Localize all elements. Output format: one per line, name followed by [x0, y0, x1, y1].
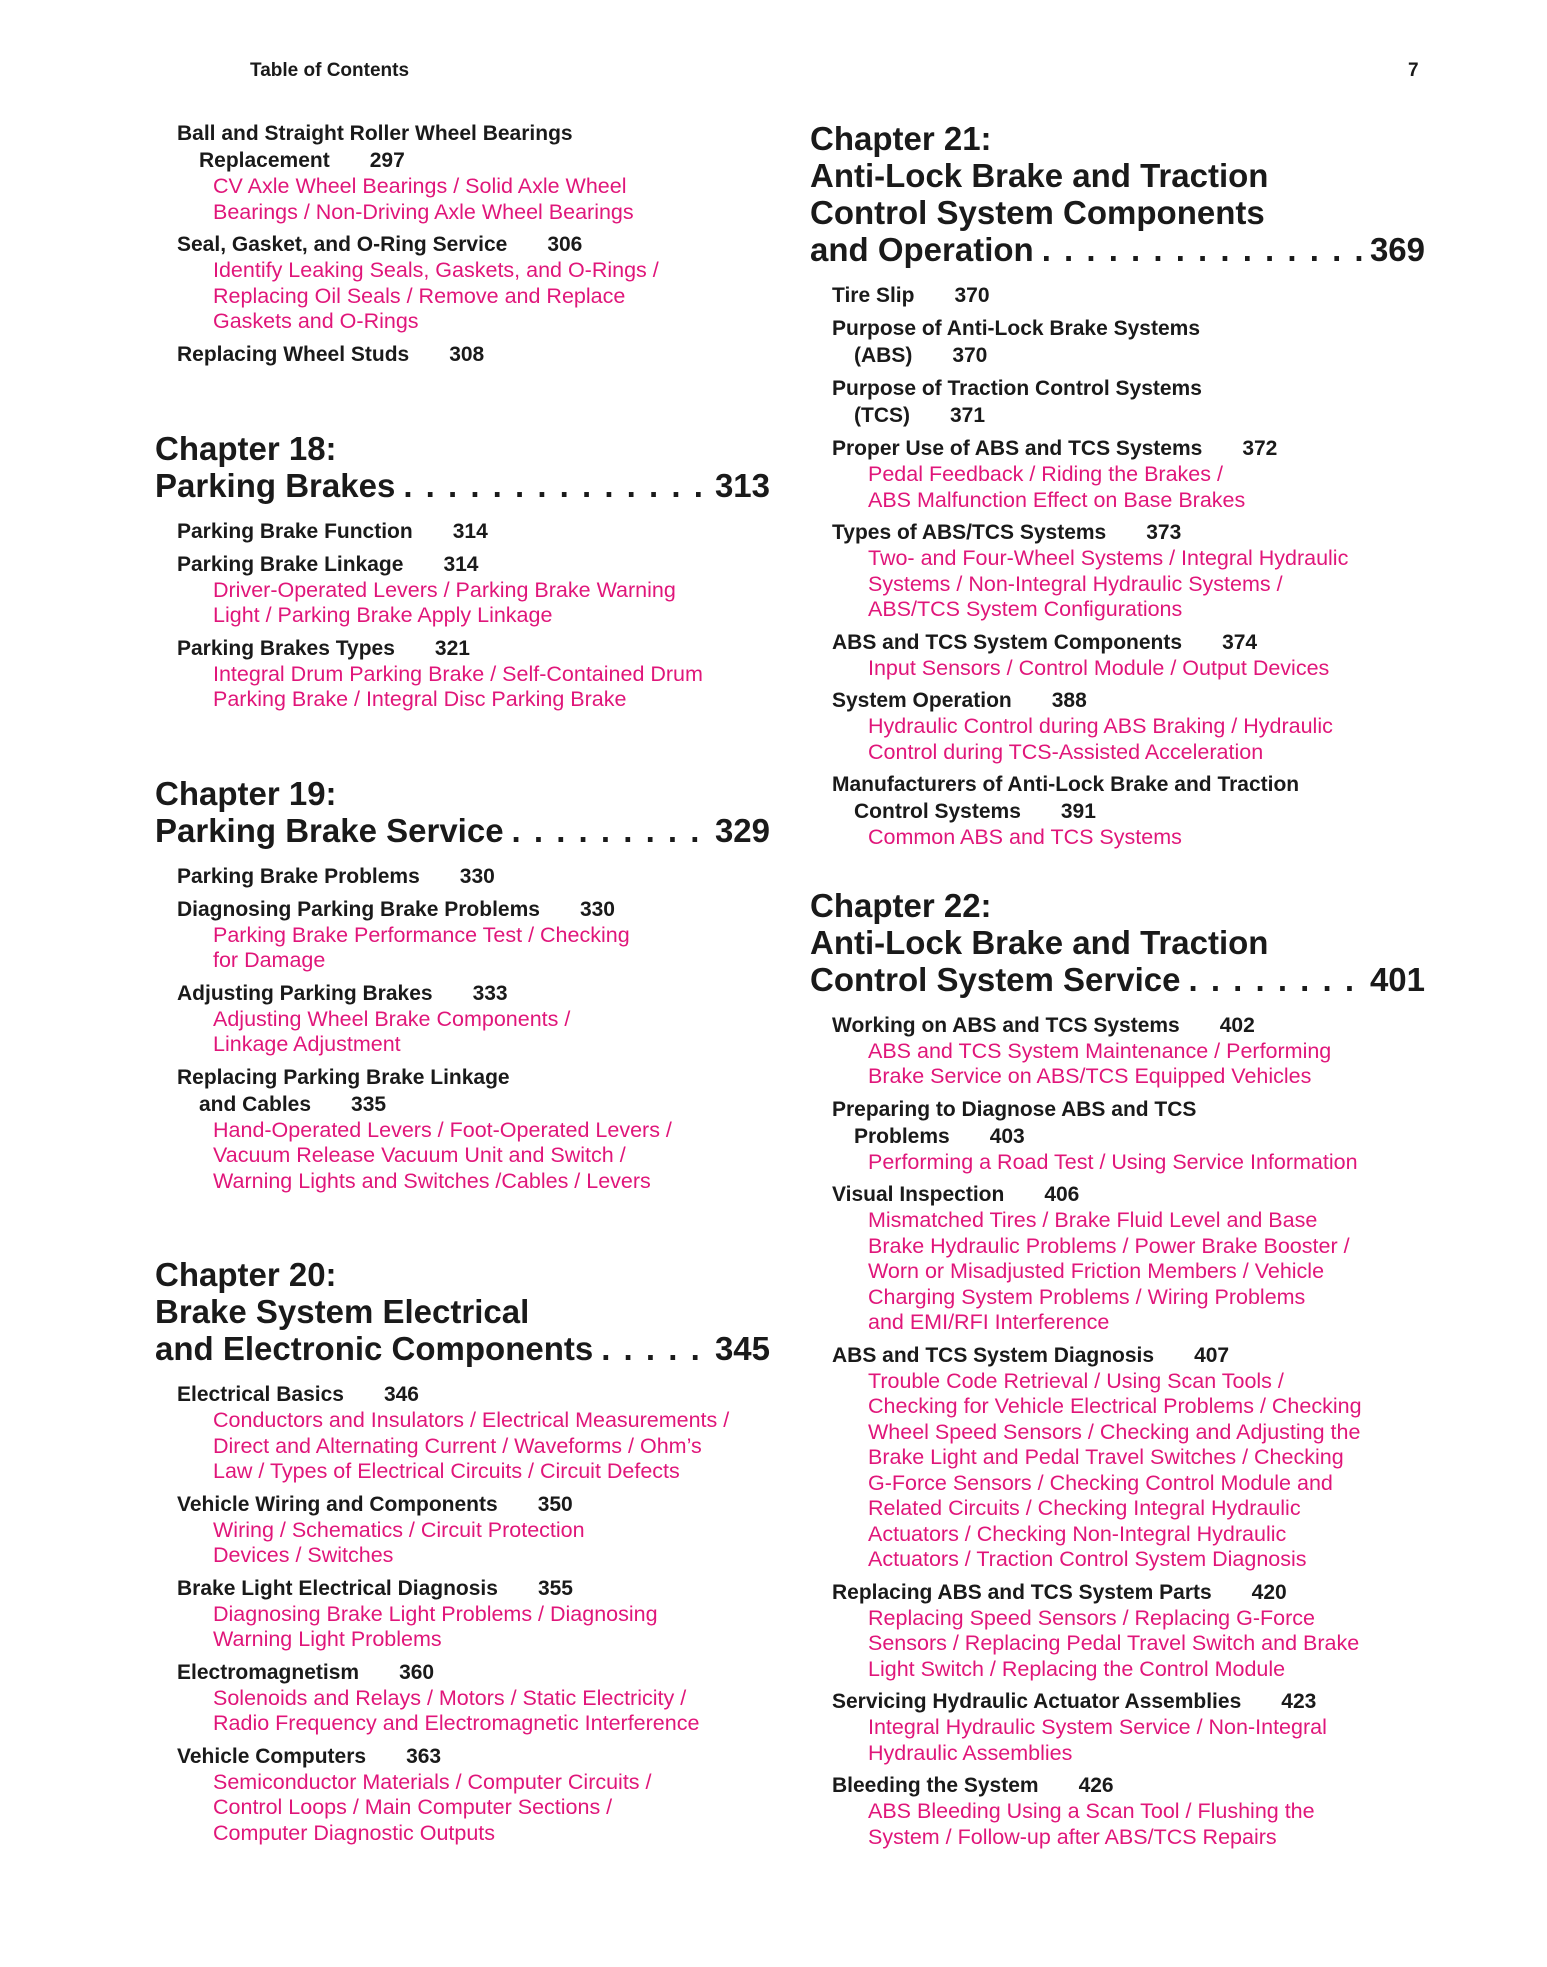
entry-title-text: Control Systems [854, 800, 1021, 823]
entry-title-line [832, 1579, 1425, 1606]
entry-page-number: 372 [1242, 437, 1278, 460]
entry-subtopics [832, 462, 1425, 513]
chapter-number: Chapter 21: [810, 120, 992, 157]
subtopic-line: for Damage [213, 948, 326, 972]
subtopic-line: Charging System Problems / Wiring Problems [868, 1284, 1306, 1309]
subtopic-line: Adjusting Wheel Brake Components / [213, 1006, 571, 1031]
entry-title-line [177, 863, 770, 890]
entry-title [177, 980, 770, 1007]
entry-title-line [177, 896, 770, 923]
entry-page-number: 420 [1251, 1580, 1287, 1604]
toc-entry[interactable] [177, 1575, 770, 1653]
entry-subtopics [177, 1770, 770, 1847]
subtopic-line: Vacuum Release Vacuum Unit and Switch / [213, 1143, 626, 1167]
subtopic-line: Parking Brake Performance Test / Checking [213, 922, 630, 947]
entry-title [177, 1491, 770, 1518]
entry-page-number: 407 [1194, 1343, 1230, 1367]
subtopic-line: Warning Lights and Switches /Cables / Levers [213, 1168, 651, 1193]
chapter-heading[interactable] [155, 775, 770, 849]
entry-title [832, 282, 1425, 309]
chapter-title-last-line [155, 1330, 770, 1367]
subtopic-line: Mismatched Tires / Brake Fluid Level and Base [868, 1208, 1318, 1232]
entry-title [832, 519, 1425, 546]
entry-subtopics [177, 1518, 770, 1569]
entry-title [832, 435, 1425, 462]
entry-title-line [832, 1772, 1425, 1799]
running-header-title: Table of Contents [250, 60, 410, 81]
entry-title-line [832, 519, 1425, 546]
chapter-number: Chapter 22: [810, 886, 992, 924]
entry-title-text: Working on ABS and TCS Systems [832, 1013, 1180, 1037]
subtopic-line: Performing a Road Test / Using Service Information [868, 1149, 1358, 1174]
toc-entry[interactable] [832, 435, 1425, 513]
chapter-page-number: 313 [714, 466, 770, 504]
entry-title-line [177, 1091, 770, 1118]
entry-title-text: Parking Brake Linkage [177, 552, 404, 576]
entry-title-text: Vehicle Computers [177, 1744, 367, 1768]
entry-title [832, 687, 1425, 714]
toc-entry[interactable] [832, 1579, 1425, 1683]
entry-title-text: Visual Inspection [832, 1183, 1005, 1206]
subtopic-line: and EMI/RFI Interference [868, 1310, 1110, 1334]
toc-entry[interactable] [177, 231, 770, 335]
entry-title-line [832, 375, 1425, 402]
entry-title-line [832, 402, 1425, 429]
toc-entry[interactable] [832, 1688, 1425, 1766]
subtopic-line: Sensors / Replacing Pedal Travel Switch and Brake [868, 1631, 1360, 1655]
entry-title-text: ABS and TCS System Components [832, 630, 1183, 654]
entry-title [832, 315, 1425, 369]
section-spacer [155, 719, 770, 775]
subtopic-line: Light / Parking Brake Apply Linkage [213, 603, 553, 627]
chapter-heading[interactable] [810, 887, 1425, 998]
entry-subtopics [177, 258, 770, 335]
entry-title-line [177, 635, 770, 662]
subtopic-line: Brake Light and Pedal Travel Switches / Checking [868, 1445, 1344, 1469]
toc-entry[interactable] [832, 1012, 1425, 1090]
entry-title [177, 120, 770, 174]
entry-page-number: 333 [472, 981, 508, 1005]
toc-entry[interactable] [177, 896, 770, 974]
subtopic-line: Light Switch / Replacing the Control Module [868, 1656, 1286, 1681]
entry-title-line [832, 687, 1425, 714]
entry-title-line [177, 231, 770, 258]
subtopic-line: Checking for Vehicle Electrical Problems / Checking [868, 1394, 1362, 1418]
entry-title-text: Parking Brake Function [177, 519, 413, 543]
entry-subtopics [832, 1369, 1425, 1573]
entry-title [832, 1096, 1425, 1150]
subtopic-line: Integral Hydraulic System Service / Non-Integral [868, 1715, 1327, 1739]
toc-entry[interactable] [832, 771, 1425, 851]
entry-page-number: 373 [1146, 521, 1182, 544]
chapter-title-line: Anti-Lock Brake and Traction [810, 923, 1269, 961]
entry-page-number: 335 [351, 1092, 387, 1116]
subtopic-line: Integral Drum Parking Brake / Self-Contained Drum [213, 661, 703, 686]
entry-title-line [832, 1688, 1425, 1715]
dot-leader [512, 812, 707, 849]
toc-entry[interactable] [832, 375, 1425, 429]
entry-page-number: 388 [1051, 689, 1087, 712]
chapter-heading[interactable] [155, 430, 770, 504]
entry-title-text: Replacing Wheel Studs [177, 342, 410, 366]
entry-page-number: 402 [1219, 1013, 1255, 1037]
entry-title-line [177, 1381, 770, 1408]
chapter-heading[interactable] [155, 1256, 770, 1367]
entry-title-line [177, 518, 770, 545]
left-column [155, 120, 770, 1852]
entry-title-text: Replacing ABS and TCS System Parts [832, 1580, 1212, 1604]
entry-title-text: Preparing to Diagnose ABS and TCS [832, 1097, 1197, 1121]
entry-title [832, 1688, 1425, 1715]
entry-title [832, 771, 1425, 825]
entry-subtopics [832, 546, 1425, 623]
toc-entry[interactable] [832, 315, 1425, 369]
entry-subtopics [832, 825, 1425, 851]
subtopic-line: Brake Service on ABS/TCS Equipped Vehicles [868, 1064, 1312, 1088]
entry-title-line [832, 1096, 1425, 1123]
entry-title-text: (TCS) [854, 404, 910, 427]
entry-title-text: Diagnosing Parking Brake Problems [177, 897, 540, 921]
chapter-page-number: 401 [1369, 960, 1425, 998]
entry-title-text: Ball and Straight Roller Wheel Bearings [177, 122, 573, 145]
toc-entry[interactable] [177, 980, 770, 1058]
subtopic-line: CV Axle Wheel Bearings / Solid Axle Wheel [213, 174, 627, 198]
subtopic-line: Brake Hydraulic Problems / Power Brake Booster / [868, 1233, 1350, 1258]
entry-title [832, 1342, 1425, 1369]
entry-title [177, 635, 770, 662]
entry-title-line [177, 120, 770, 147]
entry-title [832, 1181, 1425, 1208]
entry-title [832, 375, 1425, 429]
entry-subtopics [832, 1715, 1425, 1766]
dot-leader [601, 1330, 707, 1367]
entry-page-number: 426 [1078, 1774, 1114, 1797]
subtopic-line: Linkage Adjustment [213, 1032, 401, 1056]
toc-entry[interactable] [832, 1096, 1425, 1176]
entry-title-text: Servicing Hydraulic Actuator Assemblies [832, 1690, 1242, 1713]
toc-entry[interactable] [177, 551, 770, 629]
entry-title-text: Replacement [199, 149, 330, 172]
entry-title [177, 1743, 770, 1770]
entry-title-text: Types of ABS/TCS Systems [832, 521, 1107, 544]
toc-entry[interactable] [177, 120, 770, 225]
entry-title-line [832, 1342, 1425, 1369]
entry-title-line [832, 1012, 1425, 1039]
subtopic-line: Related Circuits / Checking Integral Hydraulic [868, 1496, 1301, 1520]
entry-page-number: 370 [952, 344, 988, 367]
entry-title-line [177, 1659, 770, 1686]
entry-title-text: Purpose of Anti-Lock Brake Systems [832, 317, 1200, 340]
toc-entry[interactable] [177, 1381, 770, 1485]
entry-title [177, 1575, 770, 1602]
chapter-title-text: Control System Service [810, 960, 1181, 998]
entry-page-number: 355 [537, 1576, 573, 1600]
toc-entry[interactable] [832, 687, 1425, 765]
entry-page-number: 306 [547, 233, 583, 256]
entry-page-number: 371 [950, 404, 986, 427]
entry-title-text: System Operation [832, 689, 1012, 712]
entry-title-line [177, 1575, 770, 1602]
chapter-title-last-line [810, 961, 1425, 998]
entry-page-number: 406 [1044, 1183, 1080, 1206]
subtopic-line: Control Loops / Main Computer Sections / [213, 1795, 613, 1819]
entry-title-line [832, 435, 1425, 462]
chapter-number: Chapter 18: [155, 429, 337, 467]
subtopic-line: Systems / Non-Integral Hydraulic Systems / [868, 571, 1283, 596]
entry-subtopics [177, 923, 770, 974]
entry-title-line [832, 1123, 1425, 1150]
entry-page-number: 314 [443, 552, 479, 576]
entry-title-line [832, 629, 1425, 656]
dot-leader [403, 467, 707, 504]
entry-page-number: 363 [406, 1744, 442, 1768]
subtopic-line: Driver-Operated Levers / Parking Brake Warning [213, 577, 676, 602]
entry-subtopics [832, 1606, 1425, 1683]
entry-page-number: 330 [579, 897, 615, 921]
entry-title [177, 1381, 770, 1408]
entry-title-line [177, 980, 770, 1007]
toc-entry[interactable] [177, 1491, 770, 1569]
entry-subtopics [177, 1602, 770, 1653]
subtopic-line: Control during TCS-Assisted Acceleration [868, 739, 1264, 764]
subtopic-line: ABS Malfunction Effect on Base Brakes [868, 487, 1246, 512]
entry-title-line [832, 282, 1425, 309]
toc-entry[interactable] [832, 519, 1425, 623]
subtopic-line: Semiconductor Materials / Computer Circuits / [213, 1769, 652, 1794]
entry-title [177, 341, 770, 368]
entry-title-line [832, 798, 1425, 825]
toc-entry[interactable] [177, 1659, 770, 1737]
entry-page-number: 360 [399, 1660, 435, 1684]
toc-entry[interactable] [832, 1342, 1425, 1573]
entry-title-text: Replacing Parking Brake Linkage [177, 1065, 510, 1089]
subtopic-line: Identify Leaking Seals, Gaskets, and O-Rings / [213, 258, 659, 282]
entry-title-text: Seal, Gasket, and O-Ring Service [177, 233, 508, 256]
entry-title-line [832, 315, 1425, 342]
toc-entry[interactable] [177, 1743, 770, 1847]
subtopic-line: Solenoids and Relays / Motors / Static Electricity / [213, 1685, 687, 1710]
toc-entry[interactable] [177, 341, 770, 368]
entry-page-number: 308 [449, 342, 485, 366]
subtopic-line: Replacing Speed Sensors / Replacing G-Force [868, 1605, 1315, 1630]
subtopic-line: G-Force Sensors / Checking Control Module and [868, 1470, 1333, 1495]
entry-title-line [832, 342, 1425, 369]
entry-subtopics [832, 656, 1425, 682]
entry-title-text: Parking Brake Problems [177, 864, 420, 888]
entry-page-number: 391 [1060, 800, 1096, 823]
subtopic-line: Direct and Alternating Current / Waveforms / Ohm’s [213, 1433, 702, 1458]
chapter-title-line: Brake System Electrical [155, 1293, 530, 1330]
chapter-number: Chapter 19: [155, 774, 337, 812]
chapter-title-last-line [810, 231, 1425, 268]
entry-title-text: Electromagnetism [177, 1660, 360, 1684]
subtopic-line: ABS Bleeding Using a Scan Tool / Flushing the [868, 1799, 1315, 1823]
entry-page-number: 423 [1281, 1690, 1317, 1713]
entry-subtopics [177, 662, 770, 713]
entry-title [177, 1064, 770, 1118]
chapter-title-line: Anti-Lock Brake and Traction [810, 157, 1269, 194]
subtopic-line: Hand-Operated Levers / Foot-Operated Levers / [213, 1117, 672, 1142]
entry-page-number: 350 [537, 1492, 573, 1516]
subtopic-line: Pedal Feedback / Riding the Brakes / [868, 462, 1223, 486]
entry-title-line [177, 1064, 770, 1091]
entry-title [832, 1772, 1425, 1799]
subtopic-line: Common ABS and TCS Systems [868, 825, 1182, 849]
subtopic-line: Actuators / Traction Control System Diagnosis [868, 1547, 1307, 1571]
toc-entry[interactable] [832, 1772, 1425, 1850]
entry-title-line [177, 341, 770, 368]
dot-leader [1188, 961, 1361, 998]
entry-title [832, 1012, 1425, 1039]
chapter-title-text: Parking Brake Service [155, 811, 504, 849]
toc-entry[interactable] [832, 282, 1425, 309]
entry-title-text: Manufacturers of Anti-Lock Brake and Traction [832, 773, 1300, 796]
entry-title-text: Proper Use of ABS and TCS Systems [832, 437, 1203, 460]
entry-title-line [177, 551, 770, 578]
page-number: 7 [1408, 60, 1419, 81]
toc-entry[interactable] [177, 635, 770, 713]
subtopic-line: Conductors and Insulators / Electrical Measurements / [213, 1408, 730, 1432]
subtopic-line: Law / Types of Electrical Circuits / Circuit Defects [213, 1459, 680, 1483]
subtopic-line: Replacing Oil Seals / Remove and Replace [213, 283, 626, 308]
entry-title [177, 518, 770, 545]
entry-title [832, 1579, 1425, 1606]
subtopic-line: Radio Frequency and Electromagnetic Interference [213, 1711, 700, 1735]
subtopic-line: ABS/TCS System Configurations [868, 597, 1183, 621]
entry-page-number: 297 [369, 149, 405, 172]
entry-page-number: 321 [434, 636, 470, 660]
subtopic-line: Devices / Switches [213, 1543, 394, 1567]
entry-page-number: 346 [383, 1383, 419, 1406]
subtopic-line: Diagnosing Brake Light Problems / Diagnosing [213, 1601, 658, 1626]
chapter-heading[interactable] [810, 120, 1425, 268]
entry-page-number: 330 [459, 864, 495, 888]
chapter-number: Chapter 20: [155, 1256, 337, 1293]
entry-title [832, 629, 1425, 656]
subtopic-line: Computer Diagnostic Outputs [213, 1820, 496, 1845]
section-spacer [810, 857, 1425, 887]
entry-title-text: Bleeding the System [832, 1774, 1039, 1797]
entry-title-text: Parking Brakes Types [177, 636, 395, 660]
subtopic-line: Warning Light Problems [213, 1627, 442, 1651]
chapter-title-text: and Operation [810, 231, 1034, 268]
entry-title-text: Problems [854, 1124, 950, 1148]
entry-title-line [832, 771, 1425, 798]
entry-subtopics [177, 174, 770, 225]
chapter-title-last-line [155, 812, 770, 849]
entry-title [177, 551, 770, 578]
chapter-title-line: Control System Components [810, 194, 1265, 231]
entry-subtopics [832, 1208, 1425, 1336]
entry-title-text: Vehicle Wiring and Components [177, 1492, 498, 1516]
entry-page-number: 403 [989, 1124, 1025, 1148]
entry-title [177, 863, 770, 890]
chapter-page-number: 369 [1369, 231, 1425, 268]
entry-subtopics [177, 1118, 770, 1195]
right-column [810, 120, 1425, 1856]
entry-subtopics [832, 1150, 1425, 1176]
entry-title-line [832, 1181, 1425, 1208]
subtopic-line: Actuators / Checking Non-Integral Hydraulic [868, 1521, 1287, 1546]
entry-title-text: Tire Slip [832, 284, 915, 307]
entry-subtopics [832, 1799, 1425, 1850]
subtopic-line: Gaskets and O-Rings [213, 309, 419, 333]
entry-subtopics [177, 578, 770, 629]
chapter-page-number: 345 [714, 1330, 770, 1367]
entry-title [177, 896, 770, 923]
subtopic-line: Input Sensors / Control Module / Output Devices [868, 655, 1330, 680]
entry-subtopics [832, 714, 1425, 765]
chapter-title-text: and Electronic Components [155, 1330, 594, 1367]
subtopic-line: Hydraulic Assemblies [868, 1740, 1073, 1765]
entry-subtopics [832, 1039, 1425, 1090]
subtopic-line: Trouble Code Retrieval / Using Scan Tools / [868, 1368, 1284, 1393]
toc-entry[interactable] [177, 518, 770, 545]
entry-title-line [177, 1491, 770, 1518]
dot-leader [1042, 231, 1362, 268]
chapter-page-number: 329 [714, 811, 770, 849]
entry-title-text: Adjusting Parking Brakes [177, 981, 433, 1005]
entry-title [177, 231, 770, 258]
toc-entry[interactable] [177, 1064, 770, 1195]
entry-page-number: 314 [452, 519, 488, 543]
toc-entry[interactable] [832, 1181, 1425, 1336]
section-spacer [155, 1200, 770, 1256]
subtopic-line: Parking Brake / Integral Disc Parking Brake [213, 687, 627, 711]
subtopic-line: Worn or Misadjusted Friction Members / Vehicle [868, 1259, 1325, 1283]
subtopic-line: Two- and Four-Wheel Systems / Integral Hydraulic [868, 546, 1349, 570]
toc-entry[interactable] [832, 629, 1425, 682]
subtopic-line: System / Follow-up after ABS/TCS Repairs [868, 1824, 1277, 1849]
entry-title-line [177, 147, 770, 174]
entry-title-line [177, 1743, 770, 1770]
subtopic-line: ABS and TCS System Maintenance / Performing [868, 1038, 1332, 1063]
entry-page-number: 374 [1222, 630, 1258, 654]
subtopic-line: Wiring / Schematics / Circuit Protection [213, 1517, 585, 1542]
entry-title-text: (ABS) [854, 344, 913, 367]
entry-subtopics [177, 1007, 770, 1058]
toc-entry[interactable] [177, 863, 770, 890]
chapter-title-last-line [155, 467, 770, 504]
entry-page-number: 370 [954, 284, 990, 307]
subtopic-line: Wheel Speed Sensors / Checking and Adjusting the [868, 1419, 1361, 1444]
entry-title [177, 1659, 770, 1686]
entry-title-text: Brake Light Electrical Diagnosis [177, 1576, 498, 1600]
entry-title-text: and Cables [199, 1092, 312, 1116]
subtopic-line: Bearings / Non-Driving Axle Wheel Bearings [213, 199, 634, 224]
chapter-title-text: Parking Brakes [155, 466, 396, 504]
entry-title-text: Electrical Basics [177, 1383, 344, 1406]
subtopic-line: Hydraulic Control during ABS Braking / Hydraulic [868, 714, 1333, 738]
section-spacer [155, 374, 770, 430]
entry-subtopics [177, 1686, 770, 1737]
entry-title-text: Purpose of Traction Control Systems [832, 377, 1202, 400]
entry-subtopics [177, 1408, 770, 1485]
entry-title-text: ABS and TCS System Diagnosis [832, 1343, 1155, 1367]
